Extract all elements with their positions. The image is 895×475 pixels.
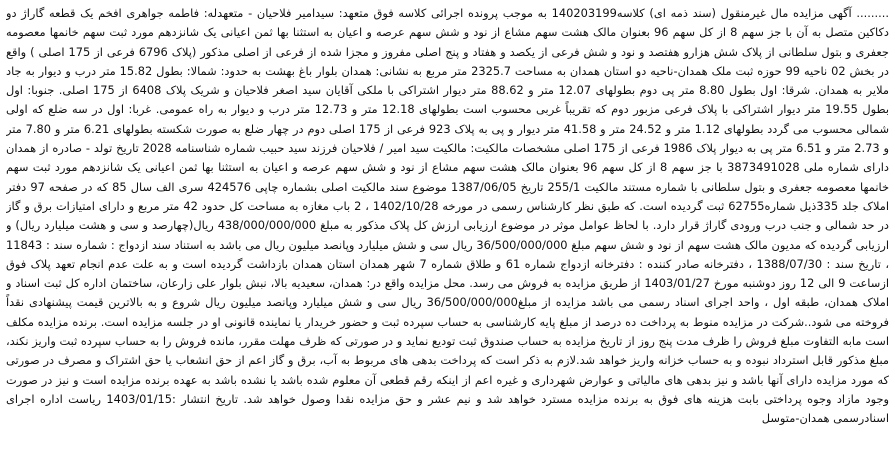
notice-body-text: ......... آگهی مزایده مال غیرمنقول (سند ذمه ای) کلاسه140203199 به موجب پرونده اجرائی کلاسه فوق متعهد: سیدامیر فلاحیان - متعهدله: فاطمه جواهری افخم یک قطعه گاراژ دو دکاکین متصل به آن با جز سهم 8 از کل سهم 96 بعنوان مالک هشت سهم مشاع از نود و شش سهم عرصه و اعیان به استثنا بها ثمن اعیانی یک شانزدهم مورد ثبت سهم خانمها معصومه جعفری و بتول سلطانی از پلاک شش هزارو هفتصد و نود و شش فرعی از یکصد و هفتاد و پنج اصلی مفروز و مجزا شده از فرعی از اصلی مذکور (پلاک 6796 فرعی از 175 اصلی ) واقع در بخش 02 ناحیه 99 حوزه ثبت ملک همدان-ناحیه دو استان همدان به مساحت 2325.7 متر مربع به نشانی: همدان بلوار باغ بهشت به حدود: شمالا: بطول 15.82 متر درب و دیوار به جاد ملایر به همدان. شرقا: اول بطول 8.80 متر پی دوم بطولهای 12.07 متر و 88.62 متر دیوار اشتراکی با ملکی آقایان سید اصغر فلاحیان و شریک پلاک 6408 از 175 اصلی. جنوبا: اول بطول 19.55 متر دیوار اشتراکی با پلاک فرعی مزبور دوم که تقریباً غربی محسوب است بطولهای 12.18 متر و 12.73 متر درب و دیوار به راه عمومی. غربا: اول در سه ضلع که اولی شمالی محسوب می گردد بطولهای 1.12 متر و 24.52 متر و 41.58 متر دیوار و پی به پلاک 923 فرعی از 175 اصلی دوم در چهار ضلع به صورت شکسته بطولهای 6.21 متر و 7.80 متر و 2.73 متر و 6.51 متر پی به دیوار پلاک 1986 فرعی از 175 اصلی مشخصات مالکیت: مالکیت سید امیر / فلاحیان فرزند سید حبیب شماره شناسنامه 2028 تاریخ تولد - صادره از همدان دارای شماره ملی 3873491028 با جز سهم 8 از کل سهم 96 بعنوان مالک هشت سهم مشاع از نود و شش سهم عرصه و اعیان به استثنا بها ثمن اعیانی یک شانزدهم مورد ثبت سهم خانمها معصومه جعفری و بتول سلطانی با شماره مستند مالکیت 255/1 تاریخ 1387/06/05 موضوع سند مالکیت اصلی بشماره چاپی 424576 سری الف سال 85 که در صفحه 97 دفتر املاک جلد 335ذیل شماره62755 ثبت گردیده است. که طبق نظر کارشناس رسمی در مورخه 1402/10/28 ، 2 باب مغازه به مساحت کل حدود 42 متر مربع و دارای امتیازات برق و گاز در حد شمالی و جنب درب ورودی گاراژ قرار دارد. با لحاظ عوامل موثر در موضوع ارزیابی ارزش کل پلاک مذکور به مبلغ 438/000/000/000 ریال(چهارصد و سی و هشت میلیارد ریال) و ارزیابی گردیده که مدیون مالک هشت سهم از نود و شش سهم مبلغ 36/500/000/000 ریال سی و شش میلیارد وپانصد میلیون ریال می باشد به استناد سند ازدواج : شماره سند : 11843 ، تاریخ سند : 1388/07/30 ، دفترخانه صادر کننده : دفترخانه ازدواج شماره 61 و طلاق شماره 7 شهر همدان استان همدان بازداشت گردیده است و به علت عدم انجام تعهد پلاک فوق ازساعت 9 الی 12 روز دوشنبه مورخ 1403/01/27 از طریق مزایده به فروش می رسد. محل مزایده واقع در: همدان، سعیدیه بالا، نبش بلوار علی زارعان، ساختمان اداره کل ثبت اسناد و املاک همدان، طبقه اول ، واحد اجرای اسناد رسمی می باشد مزایده از مبلغ36/500/000/000 ریال سی و شش میلیارد وپانصد میلیون ریال شروع و به بالاترین قیمت پیشنهادی نقداً فروخته می شود..شرکت در مزایده منوط به پرداخت ده درصد از مبلغ پایه کارشناسی به حساب سپرده ثبت و حضور خریدار یا نماینده قانونی او در جلسه مزایده است. برنده مزایده مکلف است مابه التفاوت مبلغ فروش را ظرف مدت پنج روز از تاریخ مزایده به حساب صندوق ثبت تودیع نماید و در صورتی که ظرف مهلت مقرر، مانده فروش را به حساب سپرده ثبت واریز نکند، مبلغ مذکور قابل استرداد نبوده و به حساب خزانه واریز خواهد شد.لازم به ذکر است که پرداخت بدهی های مربوط به آب، برق و گاز اعم از حق انشعاب یا حق اشتراک و مصرف در صورتی که مورد مزایده دارای آنها باشد و نیز بدهی های مالیاتی و عوارض شهرداری و غیره اعم از اینکه رقم قطعی آن معلوم شده باشد یا نشده باشد به عهده برنده مزایده است و نیز در صورت وجود مازاد وجوه پرداختی بابت هزینه های فوق به برنده مزایده مسترد خواهد شد و نیم عشر و حق مزایده نقدا وصول خواهد شد. تاریخ انتشار :1403/01/15 ریاست اداره اجرای اسنادرسمی همدان-متوسل — [6, 6, 889, 426]
auction-notice — [6, 4, 889, 467]
